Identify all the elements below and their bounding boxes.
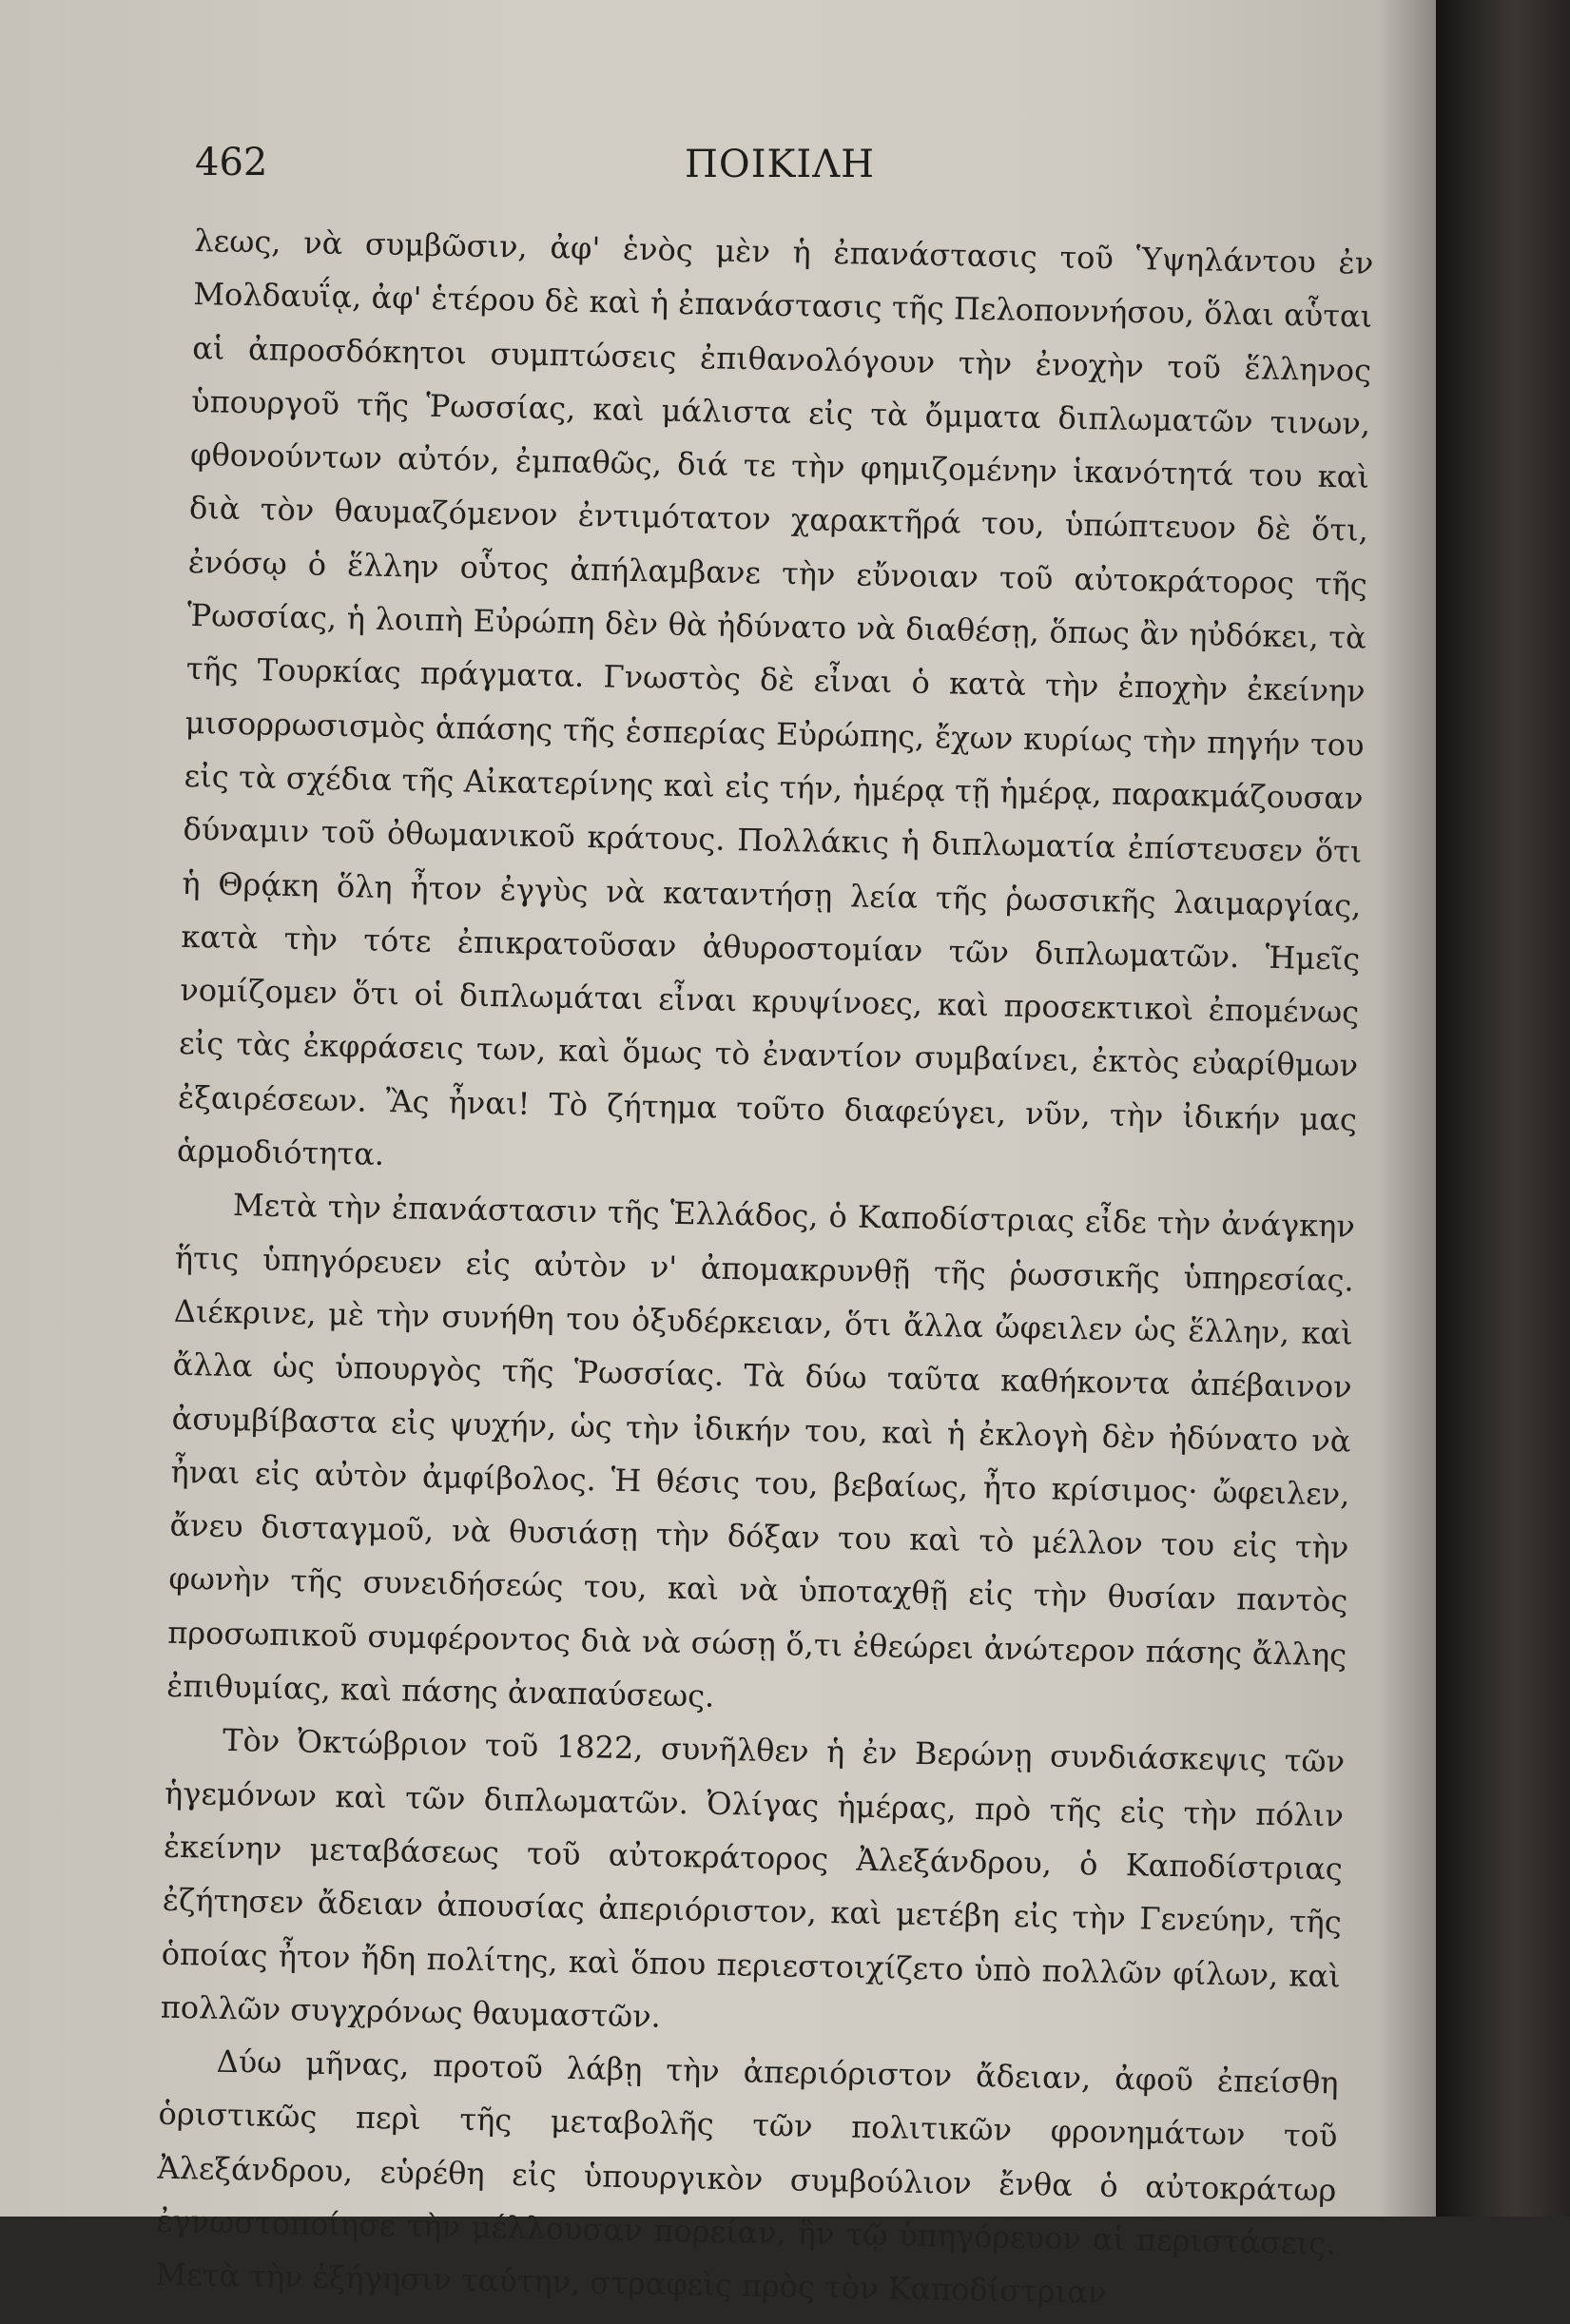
paragraph-4: Δύω μῆνας, προτοῦ λάβῃ τὴν ἀπεριόριστον ἄδειαν, ἀφοῦ ἐπείσθη ὁριστικῶς περὶ τῆς μεταβολῆς τῶν πολιτικῶν φρονημάτων τοῦ Ἀλεξάνδρου, εὑρέθη εἰς ὑπουργικὸν συμβούλιον ἔνθα ὁ αὐτοκράτωρ ἐγνωστοποίησε τὴν μέλλουσαν πορείαν, ἣν τῷ ὑπηγόρευον αἱ περιστάσεις. Μετὰ τὴν ἐξήγησιν ταύτην, στραφεὶς πρὸς τὸν Καποδίστριαν [155,2043,1339,2312]
page-number: 462 [195,141,268,184]
binding-shadow [1379,0,1436,2217]
paragraph-1: λεως, νὰ συμβῶσιν, ἀφ' ἑνὸς μὲν ἡ ἐπανάστασις τοῦ Ὑψηλάντου ἐν Μολδαυΐᾳ, ἀφ' ἑτέρου δὲ καὶ ἡ ἐπανάστασις τῆς Πελοποννήσου, ὅλαι αὗται αἱ ἀπροσδόκητοι συμπτώσεις ἐπιθανολόγουν τὴν ἐνοχὴν τοῦ ἕλληνος ὑπουργοῦ τῆς Ῥωσσίας, καὶ μάλιστα εἰς τὰ ὄμματα διπλωματῶν τινων, φθονούντων αὐτόν, ἐμπαθῶς, διά τε τὴν φημιζομένην ἱκανότητά του καὶ διὰ τὸν θαυμαζόμενον ἐντιμότατον χαρακτῆρά του, ὑπώπτευον δὲ ὅτι, ἐνόσῳ ὁ ἕλλην οὗτος ἀπήλαμβανε τὴν εὔνοιαν τοῦ αὐτοκράτορος τῆς Ῥωσσίας, ἡ λοιπὴ Εὐρώπη δὲν θὰ ἠδύνατο νὰ διαθέσῃ, ὅπως ἂν ηὐδόκει, τὰ τῆς Τουρκίας πράγματα. Γνωστὸς δὲ εἶναι ὁ κατὰ τὴν ἐποχὴν ἐκείνην μισορρωσισμὸς ἁπάσης τῆς ἑσπερίας Εὐρώπης, ἔχων κυρίως τὴν πηγήν του εἰς τὰ σχέδια τῆς Αἰκατερίνης καὶ εἰς τήν, ἡμέρᾳ τῇ ἡμέρᾳ, παρακμάζουσαν δύναμιν τοῦ ὀθωμανικοῦ κράτους. Πολλάκις ἡ διπλωματία ἐπίστευσεν ὅτι ἡ Θρᾴκη ὅλη ἦτον ἐγγὺς νὰ καταντήσῃ λεία τῆς ῥωσσικῆς λαιμαργίας, κατὰ τὴν τότε ἐπικρατοῦσαν ἀθυροστομίαν τῶν διπλωματῶν. Ἡμεῖς νομίζομεν ὅτι οἱ διπλωμάται εἶναι κρυψίνοες, καὶ προσεκτικοὶ ἐπομένως εἰς τὰς ἐκφράσεις των, καὶ ὅμως τὸ ἐναντίον συμβαίνει, ἐκτὸς εὐαρίθμων ἐξαιρέσεων. Ἂς ἦναι! Τὸ ζήτημα τοῦτο διαφεύγει, νῦν, τὴν ἰδικήν μας ἁρμοδιότητα. [176,222,1374,1173]
paragraph-3: Τὸν Ὀκτώβριον τοῦ 1822, συνῆλθεν ἡ ἐν Βερώνῃ συνδιάσκεψις τῶν ἡγεμόνων καὶ τῶν διπλωματῶν. Ὀλίγας ἡμέρας, πρὸ τῆς εἰς τὴν πόλιν ἐκείνην μεταβάσεως τοῦ αὐτοκράτορος Ἀλεξάνδρου, ὁ Καποδίστριας ἐζήτησεν ἄδειαν ἀπουσίας ἀπεριόριστον, καὶ μετέβη εἰς τὴν Γενεύην, τῆς ὁποίας ἦτον ἤδη πολίτης, καὶ ὅπου περιεστοιχίζετο ὑπὸ πολλῶν φίλων, καὶ πολλῶν συγχρόνως θαυμαστῶν. [160,1722,1346,2035]
page-header [195,133,1365,200]
body-text [155,214,1374,2324]
paragraph-2: Μετὰ τὴν ἐπανάστασιν τῆς Ἑλλάδος, ὁ Καποδίστριας εἶδε τὴν ἀνάγκην ἥτις ὑπηγόρευεν εἰς αὐτὸν ν' ἀπομακρυνθῇ τῆς ῥωσσικῆς ὑπηρεσίας. Διέκρινε, μὲ τὴν συνήθη του ὀξυδέρκειαν, ὅτι ἄλλα ὤφειλεν ὡς ἕλλην, καὶ ἄλλα ὡς ὑπουργὸς τῆς Ῥωσσίας. Τὰ δύω ταῦτα καθήκοντα ἀπέβαινον ἀσυμβίβαστα εἰς ψυχήν, ὡς τὴν ἰδικήν του, καὶ ἡ ἐκλογὴ δὲν ἠδύνατο νὰ ἦναι εἰς αὐτὸν ἀμφίβολος. Ἡ θέσις του, βεβαίως, ἦτο κρίσιμος· ὤφειλεν, ἄνευ δισταγμοῦ, νὰ θυσιάσῃ τὴν δόξαν του καὶ τὸ μέλλον του εἰς τὴν φωνὴν τῆς συνειδήσεώς του, καὶ νὰ ὑποταχθῇ εἰς τὴν θυσίαν παντὸς προσωπικοῦ συμφέροντος διὰ νὰ σώσῃ ὅ,τι ἐθεώρει ἀνώτερον πάσης ἄλλης ἐπιθυμίας, καὶ πάσης ἀναπαύσεως. [165,1187,1356,1714]
running-title: ΠΟΙΚΙΛΗ [685,143,875,186]
book-spine [1436,0,1570,2217]
